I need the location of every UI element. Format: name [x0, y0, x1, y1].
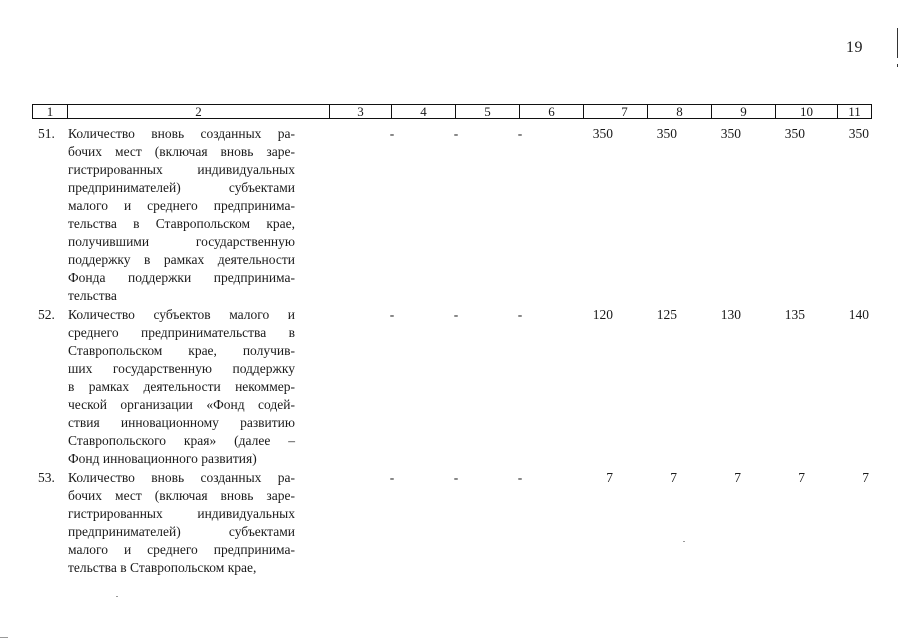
cell-col7: 350 [592, 126, 613, 141]
cell-col11: 350 [848, 126, 869, 141]
cell-col5: - [453, 470, 459, 485]
row-line: тельства [68, 288, 117, 303]
table-header-row [32, 104, 872, 119]
row-line: среднего предпринимательства в [68, 325, 295, 340]
scan-speck [683, 541, 685, 542]
cell-col4: - [389, 470, 395, 485]
header-cell-7: 7 [584, 105, 648, 118]
header-cell-2: 2 [68, 105, 330, 118]
header-cell-10: 10 [776, 105, 838, 118]
page-edge-mark [897, 64, 898, 67]
row-line: поддержку в рамках деятельности [68, 252, 295, 267]
cell-col6: - [517, 126, 523, 141]
header-cell-11: 11 [848, 104, 861, 119]
row-line: гистрированных индивидуальных [68, 506, 295, 521]
header-cell-3: 3 [330, 105, 392, 118]
cell-col7: 120 [592, 307, 613, 322]
header-cell-8: 8 [648, 105, 712, 118]
row-line: предпринимателей) субъектами [68, 180, 295, 195]
row-line: ческой организации «Фонд содей- [68, 397, 295, 412]
header-cell-9: 9 [712, 105, 776, 118]
cell-col10: 7 [798, 470, 805, 485]
row-line: Количество вновь созданных ра- [68, 470, 295, 485]
page-edge-mark [897, 28, 898, 58]
row-line: гистрированных индивидуальных [68, 162, 295, 177]
row-line: малого и среднего предпринима- [68, 198, 295, 213]
cell-col5: - [453, 126, 459, 141]
row-line: Фонд инновационного развития) [68, 451, 257, 466]
cell-col8: 350 [656, 126, 677, 141]
row-line: Количество вновь созданных ра- [68, 126, 295, 141]
cell-col8: 7 [670, 470, 677, 485]
row-line: тельства в Ставропольском крае, [68, 216, 295, 231]
row-description [68, 306, 295, 468]
row-line: предпринимателей) субъектами [68, 524, 295, 539]
row-line: получившими государственную [68, 234, 295, 249]
row-line: Фонда поддержки предпринима- [68, 270, 295, 285]
header-cell-6: 6 [520, 105, 584, 118]
cell-col6: - [517, 307, 523, 322]
cell-col6: - [517, 470, 523, 485]
row-line: в рамках деятельности некоммер- [68, 379, 295, 394]
row-line: Ставропольском крае, получив- [68, 343, 295, 358]
row-number: 53. [38, 470, 55, 485]
cell-col7: 7 [606, 470, 613, 485]
row-number: 52. [38, 307, 55, 322]
row-line: Ставропольского края» (далее – [68, 433, 295, 448]
row-description [68, 469, 295, 577]
cell-col9: 130 [720, 307, 741, 322]
row-line: бочих мест (включая вновь заре- [68, 144, 295, 159]
cell-col9: 350 [720, 126, 741, 141]
page-number: 19 [846, 39, 863, 56]
row-line: Количество субъектов малого и [68, 307, 295, 322]
row-number: 51. [38, 126, 55, 141]
header-cell-5: 5 [456, 105, 520, 118]
cell-col9: 7 [734, 470, 741, 485]
cell-col10: 350 [784, 126, 805, 141]
row-line: бочих мест (включая вновь заре- [68, 488, 295, 503]
cell-col5: - [453, 307, 459, 322]
header-cell-4: 4 [392, 105, 456, 118]
header-cell-1: 1 [33, 105, 68, 118]
row-description [68, 125, 295, 305]
row-line: малого и среднего предпринима- [68, 542, 295, 557]
scan-speck [116, 596, 118, 597]
row-line: ствия инновационному развитию [68, 415, 295, 430]
cell-col8: 125 [656, 307, 677, 322]
cell-col4: - [389, 307, 395, 322]
cell-col10: 135 [784, 307, 805, 322]
cell-col11: 140 [848, 307, 869, 322]
row-line: ших государственную поддержку [68, 361, 295, 376]
scan-speck [0, 637, 8, 638]
cell-col4: - [389, 126, 395, 141]
cell-col11: 7 [862, 470, 869, 485]
row-line: тельства в Ставропольском крае, [68, 560, 257, 575]
